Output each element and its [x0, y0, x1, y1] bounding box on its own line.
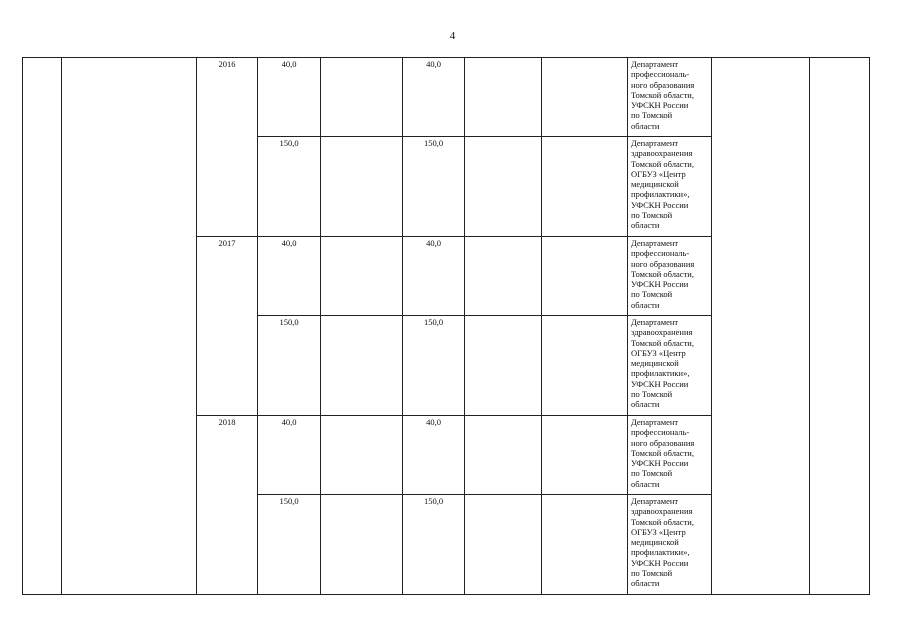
- budget-table: [22, 57, 870, 595]
- cell-other: [542, 495, 628, 595]
- cell-regional: 40,0: [403, 416, 465, 495]
- cell-number: [23, 58, 62, 595]
- cell-year: 2018: [197, 416, 258, 595]
- cell-year: 2016: [197, 58, 258, 237]
- cell-local: [465, 137, 542, 237]
- cell-regional: 150,0: [403, 316, 465, 416]
- cell-total: 150,0: [258, 495, 321, 595]
- cell-activity: [62, 58, 197, 595]
- cell-executor: Департамент здравоохранения Томской области, ОГБУЗ «Центр медицинской профилактики», УФСКН России по Томской области: [628, 137, 712, 237]
- cell-other: [542, 137, 628, 237]
- cell-federal: [321, 495, 403, 595]
- page-number: 4: [449, 30, 456, 42]
- cell-indicator: [712, 58, 810, 595]
- cell-regional: 150,0: [403, 495, 465, 595]
- cell-local: [465, 495, 542, 595]
- cell-regional: 40,0: [403, 58, 465, 137]
- cell-executor: Департамент здравоохранения Томской области, ОГБУЗ «Центр медицинской профилактики», УФСКН России по Томской области: [628, 495, 712, 595]
- cell-other: [542, 316, 628, 416]
- cell-total: 150,0: [258, 137, 321, 237]
- cell-other: [542, 237, 628, 316]
- cell-executor: Департамент профессиональ- ного образования Томской области, УФСКН России по Томской области: [628, 58, 712, 137]
- cell-total: 150,0: [258, 316, 321, 416]
- cell-year: 2017: [197, 237, 258, 416]
- cell-local: [465, 416, 542, 495]
- cell-other: [542, 58, 628, 137]
- cell-executor: Департамент профессиональ- ного образования Томской области, УФСКН России по Томской области: [628, 416, 712, 495]
- table-row: [23, 58, 870, 137]
- cell-federal: [321, 416, 403, 495]
- cell-federal: [321, 237, 403, 316]
- cell-local: [465, 58, 542, 137]
- cell-federal: [321, 137, 403, 237]
- cell-local: [465, 316, 542, 416]
- cell-local: [465, 237, 542, 316]
- cell-other: [542, 416, 628, 495]
- cell-total: 40,0: [258, 58, 321, 137]
- cell-value: [810, 58, 870, 595]
- cell-executor: Департамент здравоохранения Томской области, ОГБУЗ «Центр медицинской профилактики», УФСКН России по Томской области: [628, 316, 712, 416]
- cell-total: 40,0: [258, 416, 321, 495]
- cell-federal: [321, 316, 403, 416]
- cell-regional: 150,0: [403, 137, 465, 237]
- cell-executor: Департамент профессиональ- ного образования Томской области, УФСКН России по Томской области: [628, 237, 712, 316]
- cell-total: 40,0: [258, 237, 321, 316]
- cell-federal: [321, 58, 403, 137]
- cell-regional: 40,0: [403, 237, 465, 316]
